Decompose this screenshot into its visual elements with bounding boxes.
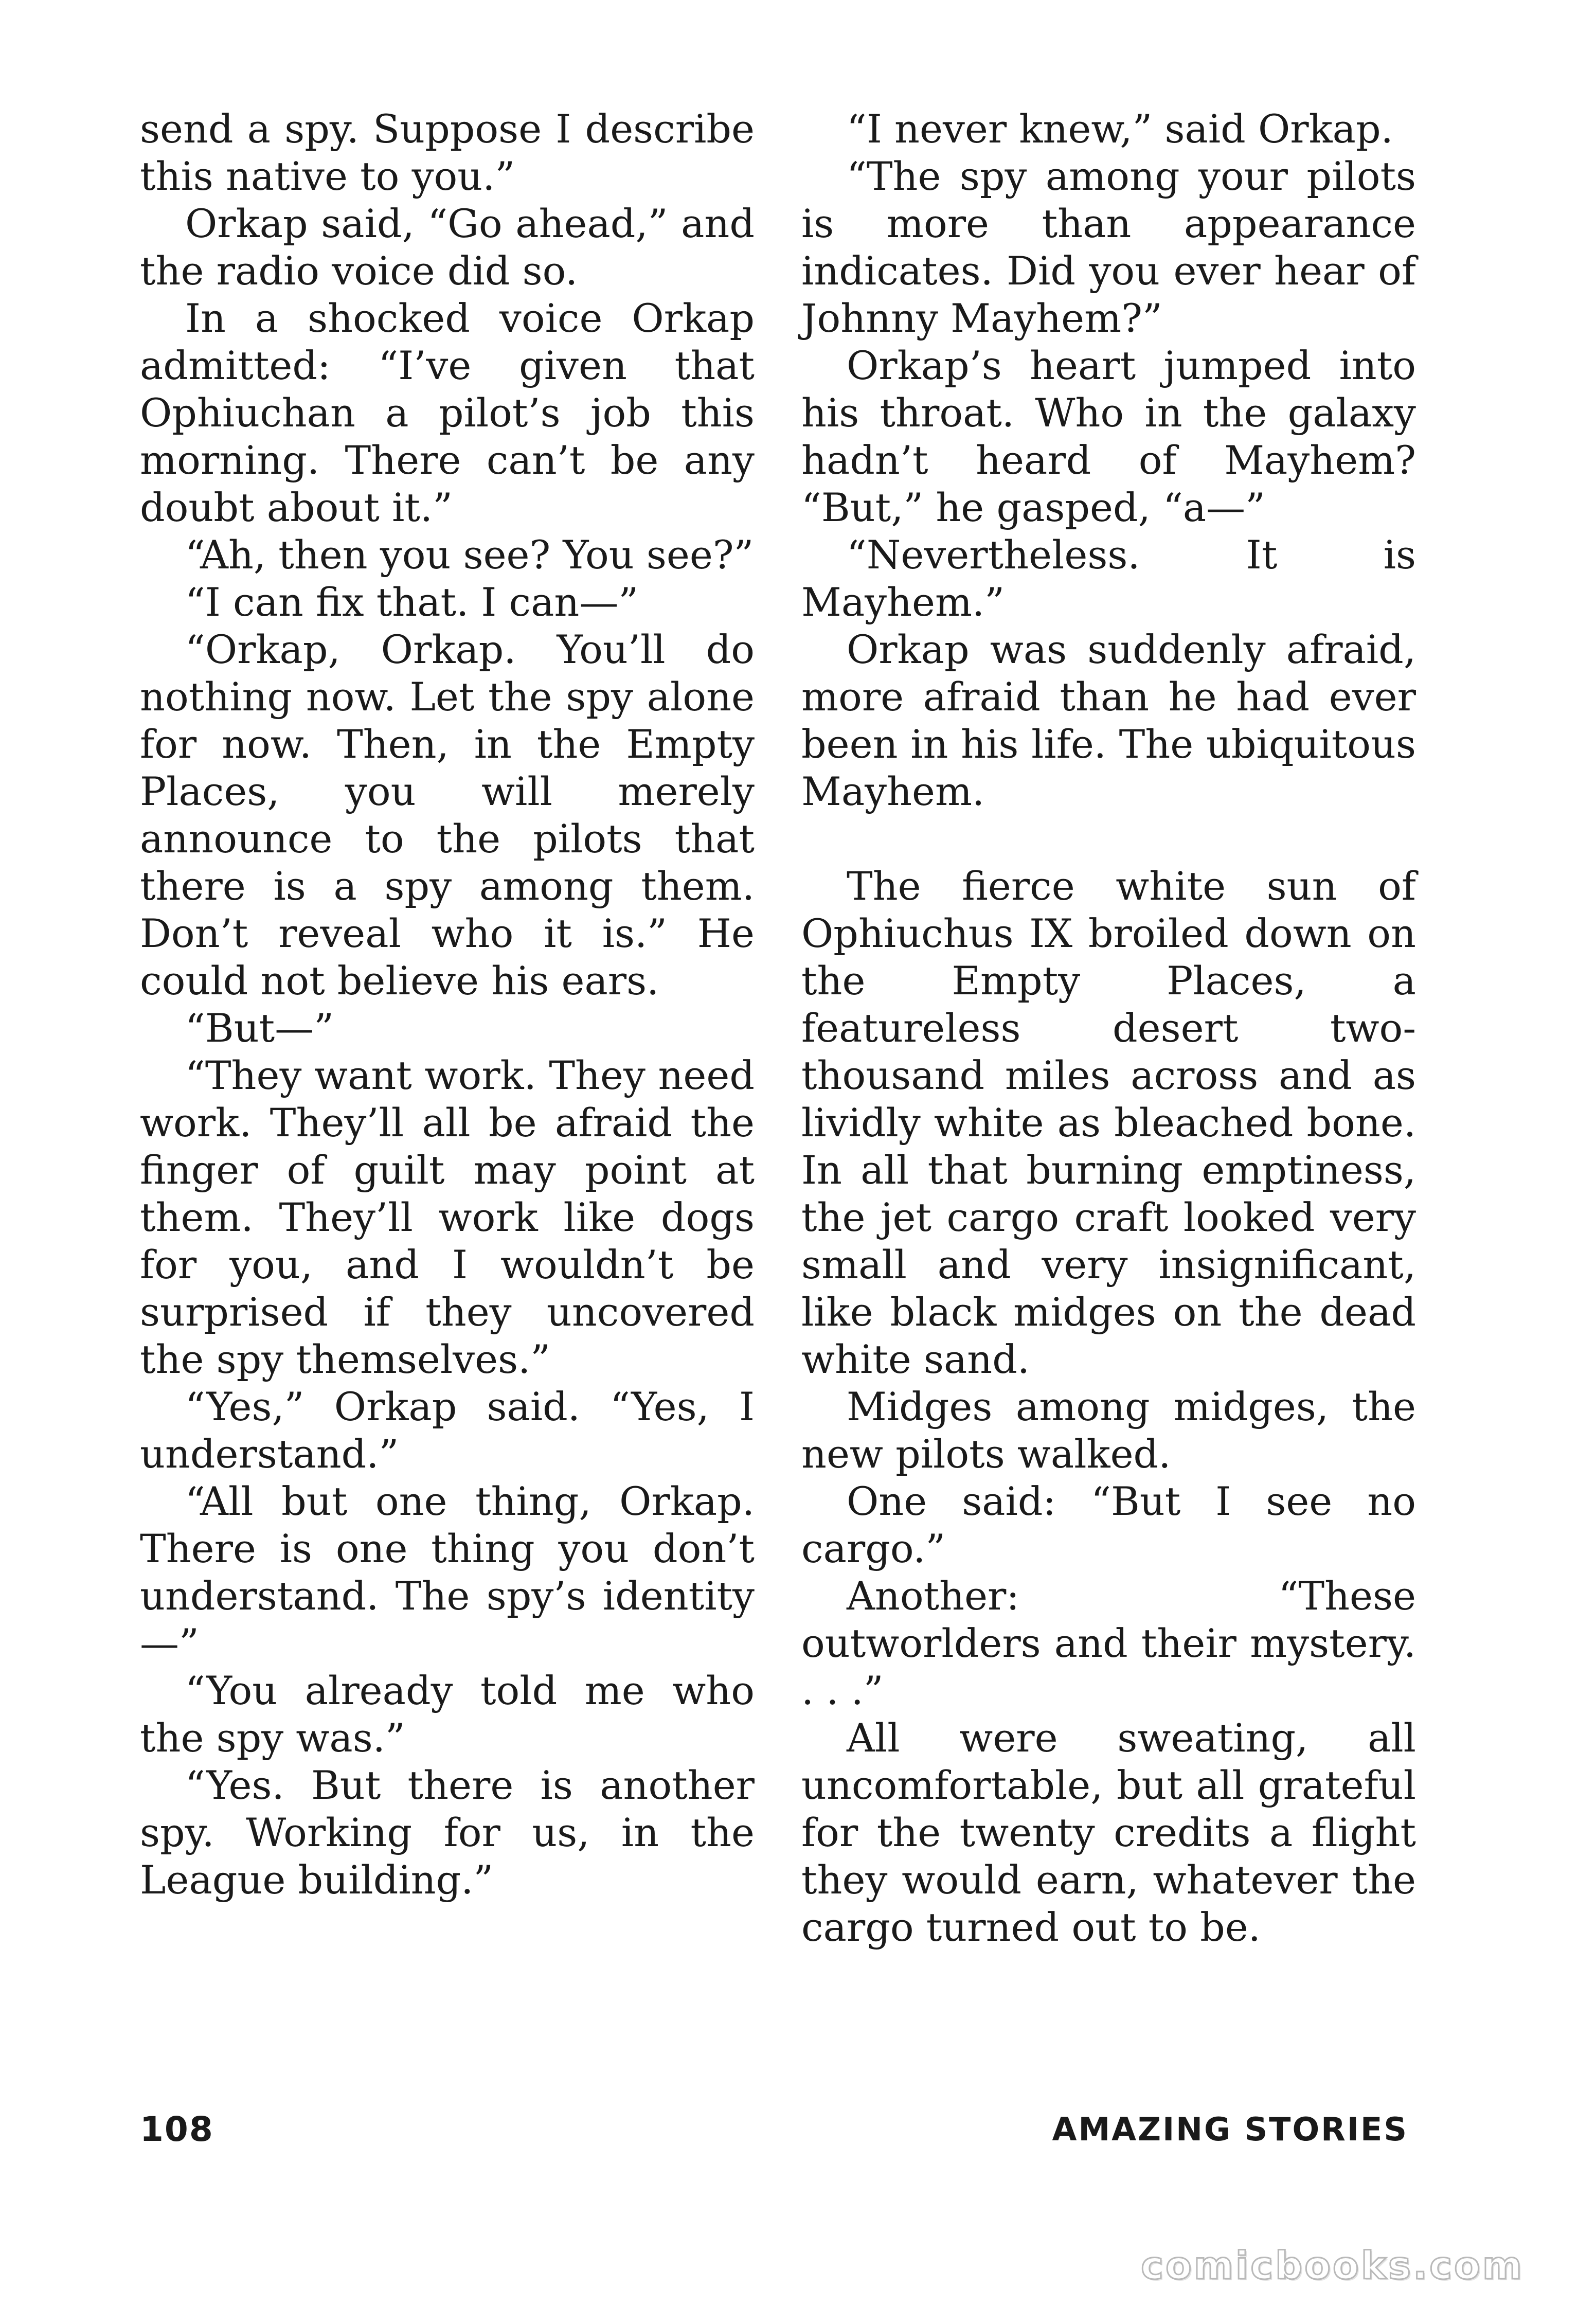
- paragraph: “Ah, then you see? You see?”: [185, 532, 754, 578]
- paragraph: “You already told me who the spy was.”: [140, 1668, 755, 1761]
- paragraph: “Yes. But there is another spy. Working for us, in the League building.”: [140, 1762, 755, 1903]
- right-column: [801, 105, 1416, 1951]
- paragraph: “Yes,” Orkap said. “Yes, I understand.”: [140, 1384, 755, 1477]
- paragraph: “Orkap, Orkap. You’ll do nothing now. Let the spy alone for now. Then, in the Empty Places, you will merely announce to the pilots that there is a spy among them. Don’t reveal who it is.” He could not believe his ears.: [140, 627, 755, 1004]
- paragraph: Midges among midges, the new pilots walked.: [801, 1384, 1416, 1477]
- paragraph: One said: “But I see no cargo.”: [801, 1478, 1416, 1571]
- paragraph: Another: “These outworlders and their mystery. . . .”: [801, 1573, 1416, 1713]
- paragraph: “I never knew,” said Orkap.: [847, 106, 1393, 152]
- paragraph: All were sweating, all uncomfortable, but all grateful for the twenty credits a flight they would earn, whatever the cargo turned out to be.: [801, 1715, 1416, 1950]
- section-start-paragraph: The fierce white sun of Ophiuchus IX broiled down on the Empty Places, a featureless desert two-thousand miles across and as lividly white as bleached bone. In all that burning emptiness, the jet cargo craft looked very small and very insignificant, like black midges on the dead white sand.: [801, 863, 1416, 1382]
- paragraph: “Nevertheless. It is Mayhem.”: [801, 532, 1416, 625]
- paragraph: In a shocked voice Orkap admitted: “I’ve given that Ophiuchan a pilot’s job this morning. There can’t be any doubt about it.”: [140, 295, 755, 530]
- page-number: 108: [140, 2110, 214, 2149]
- paragraph: “The spy among your pilots is more than appearance indicates. Did you ever hear of Johnny Mayhem?”: [801, 153, 1416, 341]
- paragraph: “They want work. They need work. They’ll all be afraid the finger of guilt may point at them. They’ll work like dogs for you, and I wouldn’t be surprised if they uncovered the spy themselves.”: [140, 1052, 755, 1382]
- paragraph: “But—”: [185, 1005, 334, 1051]
- left-column: [140, 105, 755, 1904]
- paragraph: send a spy. Suppose I describe this native to you.”: [140, 106, 755, 199]
- paragraph: Orkap was suddenly afraid, more afraid than he had ever been in his life. The ubiquitous Mayhem.: [801, 627, 1416, 814]
- magazine-title: AMAZING STORIES: [1052, 2111, 1408, 2148]
- paragraph: “All but one thing, Orkap. There is one thing you don’t understand. The spy’s identity—”: [140, 1478, 755, 1666]
- paragraph: “I can fix that. I can—”: [185, 579, 639, 625]
- watermark: comicbooks.com: [1141, 2244, 1524, 2288]
- paragraph: Orkap said, “Go ahead,” and the radio voice did so.: [140, 201, 755, 294]
- paragraph: Orkap’s heart jumped into his throat. Who in the galaxy hadn’t heard of Mayhem? “But,” he gasped, “a—”: [801, 343, 1416, 530]
